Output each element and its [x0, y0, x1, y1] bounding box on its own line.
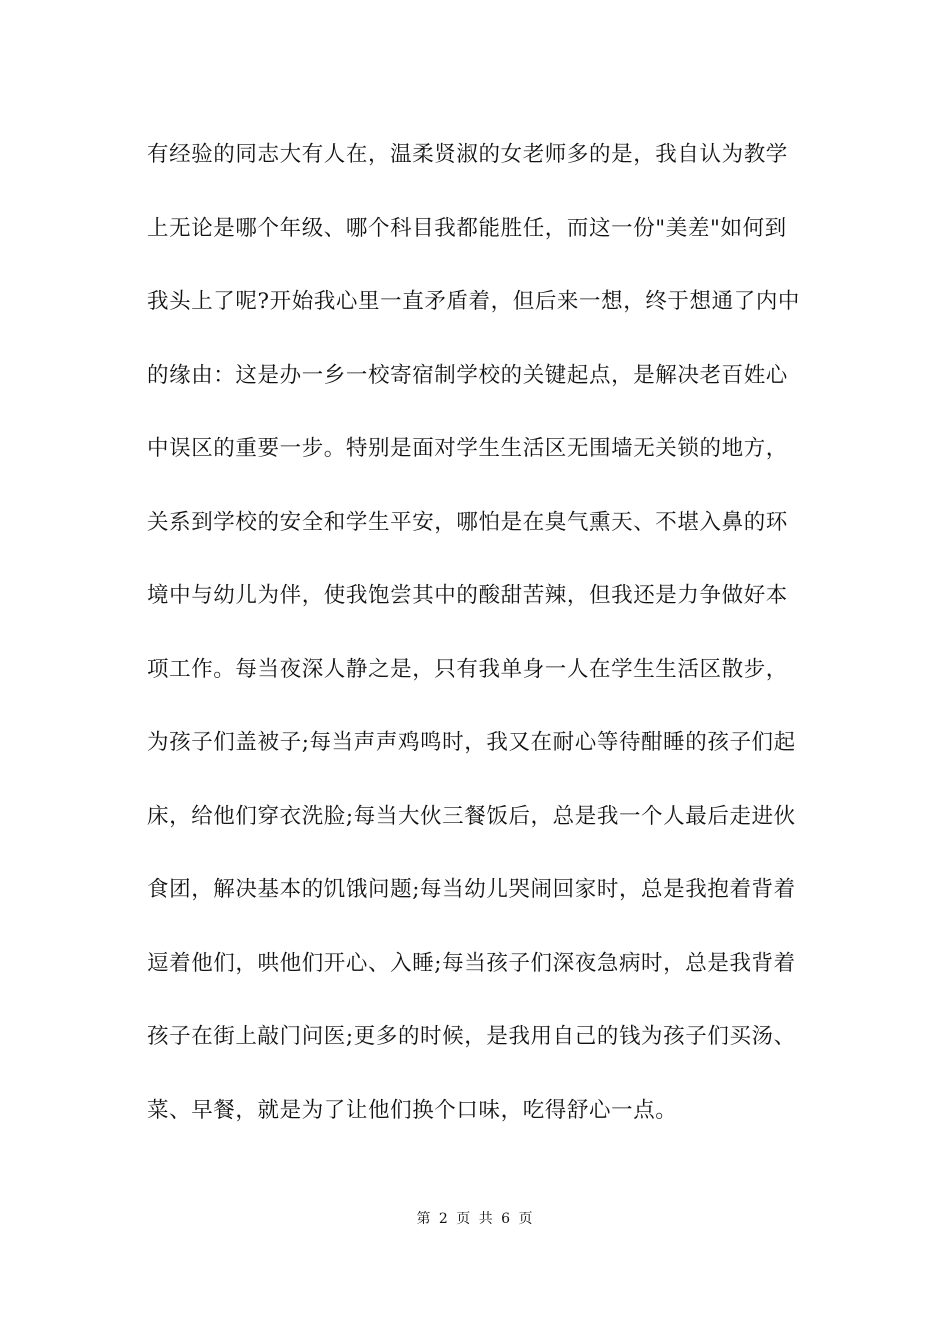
text-line: 项工作。每当夜深人静之是，只有我单身一人在学生生活区散步，: [147, 656, 788, 682]
text-line: 中误区的重要一步。特别是面对学生生活区无围墙无关锁的地方，: [147, 436, 788, 461]
text-line: 床，给他们穿衣洗脸;每当大伙三餐饭后，总是我一个人最后走进伙: [147, 803, 796, 829]
text-line: 食团，解决基本的饥饿问题;每当幼儿哭闹回家时，总是我抱着背着: [147, 877, 796, 902]
text-line: 的缘由：这是办一乡一校寄宿制学校的关键起点，是解决老百姓心: [147, 362, 788, 388]
page-footer: [0, 1208, 950, 1228]
text-line: 为孩子们盖被子;每当声声鸡鸣时，我又在耐心等待酣睡的孩子们起: [147, 730, 796, 755]
text-line: 有经验的同志大有人在，温柔贤淑的女老师多的是，我自认为教学: [147, 142, 788, 167]
footer-suffix: 页: [518, 1211, 534, 1227]
text-line: 孩子在街上敲门问医;更多的时候，是我用自己的钱为孩子们买汤、: [147, 1024, 796, 1049]
text-line: 上无论是哪个年级、哪个科目我都能胜任，而这一份"美差"如何到: [147, 215, 787, 241]
text-line: 关系到学校的安全和学生平安，哪怕是在臭气熏天、不堪入鼻的环: [147, 509, 788, 535]
footer-page-word: 页: [456, 1211, 472, 1227]
text-line: 菜、早餐，就是为了让他们换个口味，吃得舒心一点。: [147, 1097, 678, 1123]
footer-prefix: 第: [416, 1211, 432, 1227]
text-line: 逗着他们，哄他们开心、入睡;每当孩子们深夜急病时，总是我背着: [147, 950, 796, 976]
text-line: 境中与幼儿为伴，使我饱尝其中的酸甜苦辣，但我还是力争做好本: [147, 583, 788, 608]
body-paragraph: [147, 132, 817, 1161]
footer-total-word: 共: [478, 1211, 494, 1227]
total-page-number: 6: [501, 1211, 512, 1227]
current-page-number: 2: [438, 1211, 449, 1227]
text-line: 我头上了呢?开始我心里一直矛盾着，但后来一想，终于想通了内中: [147, 289, 801, 314]
